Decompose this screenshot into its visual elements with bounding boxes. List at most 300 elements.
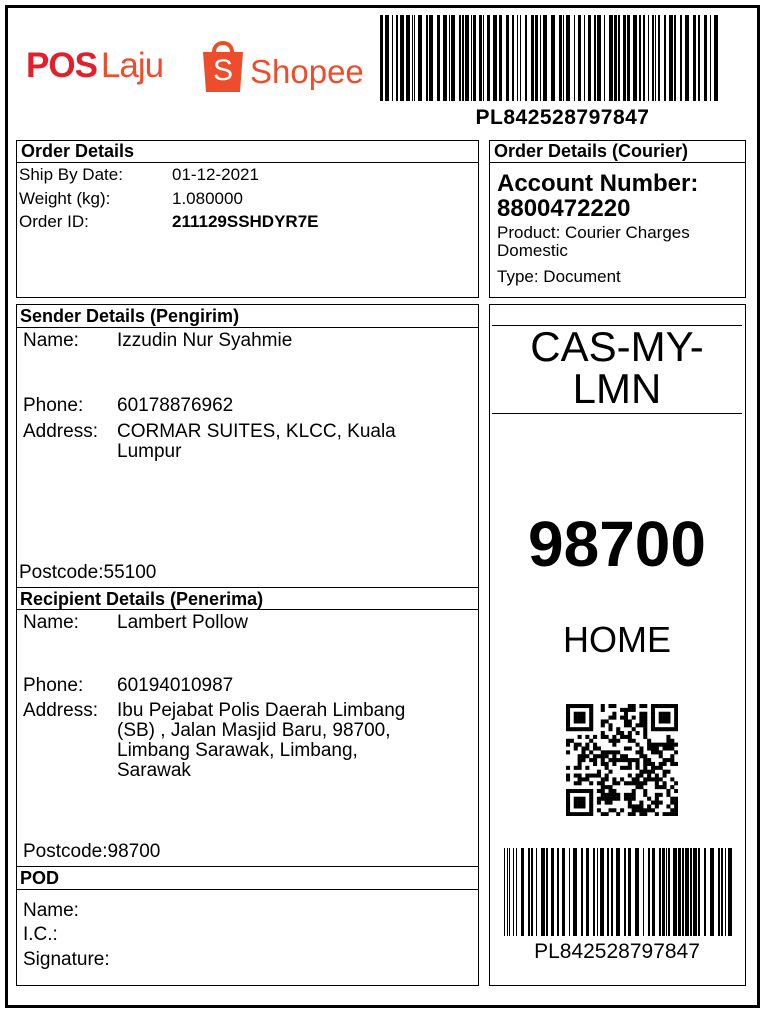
qr-module [651,723,655,727]
barcode-bar [573,848,577,936]
qr-module [674,708,678,712]
qr-module [670,762,674,766]
barcode-bar [725,848,726,936]
qr-module [566,793,570,797]
qr-module [578,754,582,758]
qr-module [655,785,659,789]
qr-module [574,766,578,770]
barcode-bar [597,848,598,936]
qr-module [632,758,636,762]
qr-module [674,727,678,731]
qr-module [585,812,589,816]
qr-module [608,723,612,727]
qr-module [636,723,640,727]
qr-module [674,801,678,805]
qr-module [663,704,667,708]
qr-module [620,708,624,712]
barcode-bar [483,15,484,101]
ship-by-value: 01-12-2021 [172,165,259,184]
qr-module [636,777,640,781]
barcode-bar [680,15,682,101]
qr-module [566,719,570,723]
qr-module [570,739,574,743]
qr-module [651,750,655,754]
qr-module [581,777,585,781]
qr-module [589,704,593,708]
qr-module [616,750,620,754]
barcode-bar [586,848,589,936]
qr-module [632,804,636,808]
qr-module [585,754,589,758]
qr-module [628,739,632,743]
qr-module [597,808,601,812]
qr-module [639,754,643,758]
barcode-bar [714,15,718,101]
qr-module [589,723,593,727]
barcode-bar [655,15,656,101]
qr-module [570,727,574,731]
qr-module [674,716,678,720]
qr-module [639,808,643,812]
barcode-bar [698,848,700,936]
qr-module [589,716,593,720]
qr-module [578,735,582,739]
recipient-address-line-1: Ibu Pejabat Polis Daerah Limbang [117,700,406,721]
qr-module [601,797,605,801]
barcode-bar [541,848,545,936]
qr-module [651,770,655,774]
qr-module [612,704,616,708]
poslaju-logo [26,46,163,86]
barcode-bar [685,15,689,101]
qr-module [670,727,674,731]
qr-module [632,777,636,781]
recipient-name-label: Name: [23,612,79,633]
qr-module [605,774,609,778]
qr-module [636,731,640,735]
qr-module [578,781,582,785]
qr-module [574,781,578,785]
qr-module [636,758,640,762]
qr-module [663,712,667,716]
qr-module [578,766,582,770]
barcode-bar [607,848,609,936]
qr-module [643,789,647,793]
sender-title: Sender Details (Pengirim) [16,306,479,328]
weight-value: 1.080000 [172,189,243,208]
barcode-bar [512,15,514,101]
qr-module [639,774,643,778]
barcode-bar [614,15,617,101]
qr-module [624,716,628,720]
qr-module [624,746,628,750]
qr-module [628,704,632,708]
qr-module [666,716,670,720]
qr-module [566,797,570,801]
qr-module [620,777,624,781]
qr-module [663,812,667,816]
qr-module [624,766,628,770]
barcode-bar [507,848,508,936]
qr-module [628,781,632,785]
barcode-bar [400,15,404,101]
barcode-bar [639,15,641,101]
barcode-bar [540,15,541,101]
barcode-bar [704,848,706,936]
qr-module [601,719,605,723]
qr-module [663,743,667,747]
recipient-phone-label: Phone: [23,675,84,696]
qr-module [612,797,616,801]
barcode-bar [487,15,490,101]
qr-module [674,750,678,754]
qr-module [601,812,605,816]
qr-module [636,804,640,808]
qr-module [566,804,570,808]
qr-module [636,743,640,747]
qr-module [632,716,636,720]
qr-module [659,750,663,754]
qr-module [616,758,620,762]
barcode-bar [471,15,472,101]
qr-module [632,789,636,793]
qr-module [589,804,593,808]
qr-module [574,704,578,708]
qr-module [574,716,578,720]
qr-module [643,727,647,731]
qr-module [605,801,609,805]
qr-module [624,735,628,739]
sender-phone-label: Phone: [23,395,84,416]
qr-module [593,774,597,778]
pod-signature-label: Signature: [23,949,110,970]
qr-module [628,797,632,801]
barcode-bar [627,15,630,101]
barcode-bar [563,15,564,101]
qr-module [636,785,640,789]
barcode-bar [662,848,665,936]
barcode-bar [659,848,661,936]
barcode-bar [597,15,601,101]
sender-address-line-2: Lumpur [117,441,182,462]
qr-module [566,750,570,754]
qr-module [663,727,667,731]
qr-module [655,727,659,731]
barcode-bar [506,15,509,101]
qr-module [605,766,609,770]
qr-module [643,770,647,774]
qr-module [589,793,593,797]
qr-module [666,812,670,816]
qr-module [674,762,678,766]
barcode-bar [698,15,700,101]
barcode-bar [693,848,697,936]
qr-module [612,743,616,747]
qr-module [666,743,670,747]
qr-module [578,801,582,805]
qr-module [601,777,605,781]
qr-module [578,774,582,778]
qr-module [566,704,570,708]
qr-module [601,750,605,754]
qr-module [624,719,628,723]
barcode-bar [682,848,684,936]
qr-module [628,801,632,805]
qr-module [624,708,628,712]
qr-module [663,758,667,762]
qr-module [612,789,616,793]
barcode-bar [437,15,440,101]
qr-module [589,758,593,762]
sender-name-label: Name: [23,330,79,351]
qr-module [597,774,601,778]
pod-title: POD [16,868,479,890]
qr-module [593,754,597,758]
qr-module [581,716,585,720]
qr-module [608,793,612,797]
qr-module [655,743,659,747]
barcode-bar [666,848,667,936]
barcode-bar [718,848,720,936]
qr-module [601,758,605,762]
bottom-tracking-number: PL842528797847 [534,940,700,963]
qr-module [581,797,585,801]
qr-module [632,708,636,712]
barcode-bar [643,848,644,936]
sender-name: Izzudin Nur Syahmie [117,330,293,351]
barcode-bar [459,15,461,101]
barcode-bar [618,15,620,101]
qr-module [643,719,647,723]
account-number-value: 8800472220 [497,195,631,222]
qr-module [647,808,651,812]
barcode-bar [710,848,714,936]
recipient-postcode: Postcode:98700 [23,841,161,862]
barcode-bar [557,848,559,936]
qr-module [585,774,589,778]
barcode-bar [664,15,666,101]
barcode-bar [584,15,585,101]
qr-module [597,746,601,750]
qr-module [605,777,609,781]
barcode-bar [673,848,677,936]
qr-module [581,789,585,793]
weight-label: Weight (kg): [19,189,111,208]
qr-module [578,719,582,723]
qr-module [578,758,582,762]
barcode-bar [406,15,410,101]
qr-module [589,774,593,778]
delivery-type: HOME [563,619,671,660]
qr-module [578,704,582,708]
sender-address-line-1: CORMAR SUITES, KLCC, Kuala [117,421,396,442]
qr-module [585,743,589,747]
barcode-bar [412,15,413,101]
barcode-bar [624,848,626,936]
qr-module [581,727,585,731]
recipient-phone: 60194010987 [117,675,234,696]
qr-module [639,750,643,754]
barcode-bar [704,15,707,101]
qr-module [589,727,593,731]
qr-module [628,762,632,766]
barcode-bar [525,15,527,101]
barcode-bar [728,848,732,936]
qr-module [666,758,670,762]
qr-module [605,735,609,739]
qr-module [578,812,582,816]
routing-code-line-2: LMN [572,365,662,412]
qr-module [636,762,640,766]
qr-module [605,754,609,758]
qr-module [666,719,670,723]
qr-module [670,812,674,816]
barcode-bar [521,848,524,936]
qr-module [647,739,651,743]
qr-module [659,743,663,747]
qr-module [566,716,570,720]
barcode-bar [609,15,613,101]
pod-top-rule [16,866,479,867]
qr-module [605,719,609,723]
qr-module [666,804,670,808]
qr-module [566,766,570,770]
qr-module [597,754,601,758]
qr-module [612,781,616,785]
qr-module [620,735,624,739]
qr-module [616,797,620,801]
qr-module [597,801,601,805]
qr-module [612,739,616,743]
qr-module [632,781,636,785]
recipient-address-line-2: (SB) , Jalan Masjid Baru, 98700, [117,720,391,741]
qr-module [651,762,655,766]
routing-postcode: 98700 [528,508,706,580]
qr-module [674,743,678,747]
qr-module [589,789,593,793]
barcode-bar [462,15,464,101]
qr-module [647,774,651,778]
qr-module [597,781,601,785]
qr-module [616,812,620,816]
qr-module [666,712,670,716]
qr-module [674,781,678,785]
qr-module [589,808,593,812]
qr-module [632,704,636,708]
qr-module [589,812,593,816]
qr-module [612,758,616,762]
barcode-bar [546,848,548,936]
qr-module [628,758,632,762]
barcode-bar [536,848,537,936]
qr-module [643,781,647,785]
barcode-bar [517,15,518,101]
qr-module [566,812,570,816]
qr-module [593,735,597,739]
barcode-bar [473,15,476,101]
qr-module [643,716,647,720]
qr-module [574,719,578,723]
qr-module [578,716,582,720]
qr-module [647,758,651,762]
qr-module [643,735,647,739]
qr-module [608,727,612,731]
qr-module [581,750,585,754]
barcode-bar [652,15,654,101]
top-tracking-number: PL842528797847 [475,106,650,129]
qr-module [636,774,640,778]
qr-module [628,774,632,778]
recipient-top-rule [16,587,479,588]
shopee-wordmark: Shopee [250,53,364,90]
qr-module [663,716,667,720]
barcode-bar [593,848,595,936]
qr-module [601,731,605,735]
qr-module [578,712,582,716]
qr-module [666,739,670,743]
qr-module [674,704,678,708]
qr-module [589,797,593,801]
barcode-bar [611,848,613,936]
qr-module [620,716,624,720]
qr-module [655,766,659,770]
qr-module [632,739,636,743]
qr-module [628,708,632,712]
qr-module [574,801,578,805]
qr-module [643,793,647,797]
qr-module [574,789,578,793]
qr-module [670,754,674,758]
qr-module [589,708,593,712]
qr-module [597,770,601,774]
qr-module [674,712,678,716]
barcode-bar [648,848,650,936]
qr-module [655,804,659,808]
qr-module [608,801,612,805]
order-id-label: Order ID: [19,212,89,231]
barcode-bar [600,848,604,936]
qr-module [628,804,632,808]
qr-module [628,793,632,797]
barcode-bar [385,15,389,101]
qr-module [666,789,670,793]
qr-module [655,774,659,778]
recipient-title: Recipient Details (Penerima) [16,589,479,610]
qr-module [636,750,640,754]
qr-module [639,704,643,708]
qr-module [628,735,632,739]
qr-module [612,750,616,754]
barcode-bar [616,848,620,936]
qr-module [670,808,674,812]
qr-module [674,723,678,727]
qr-module [578,789,582,793]
qr-module [647,762,651,766]
qr-module [585,789,589,793]
qr-module [574,804,578,808]
barcode-bar [623,15,626,101]
sender-phone: 60178876962 [117,395,234,416]
qr-module [647,797,651,801]
poslaju-laju-text: Laju [100,46,164,85]
barcode-bar [581,848,583,936]
qr-module [632,808,636,812]
qr-module [624,712,628,716]
qr-module [597,797,601,801]
qr-module [639,801,643,805]
qr-module [639,781,643,785]
qr-module [578,797,582,801]
